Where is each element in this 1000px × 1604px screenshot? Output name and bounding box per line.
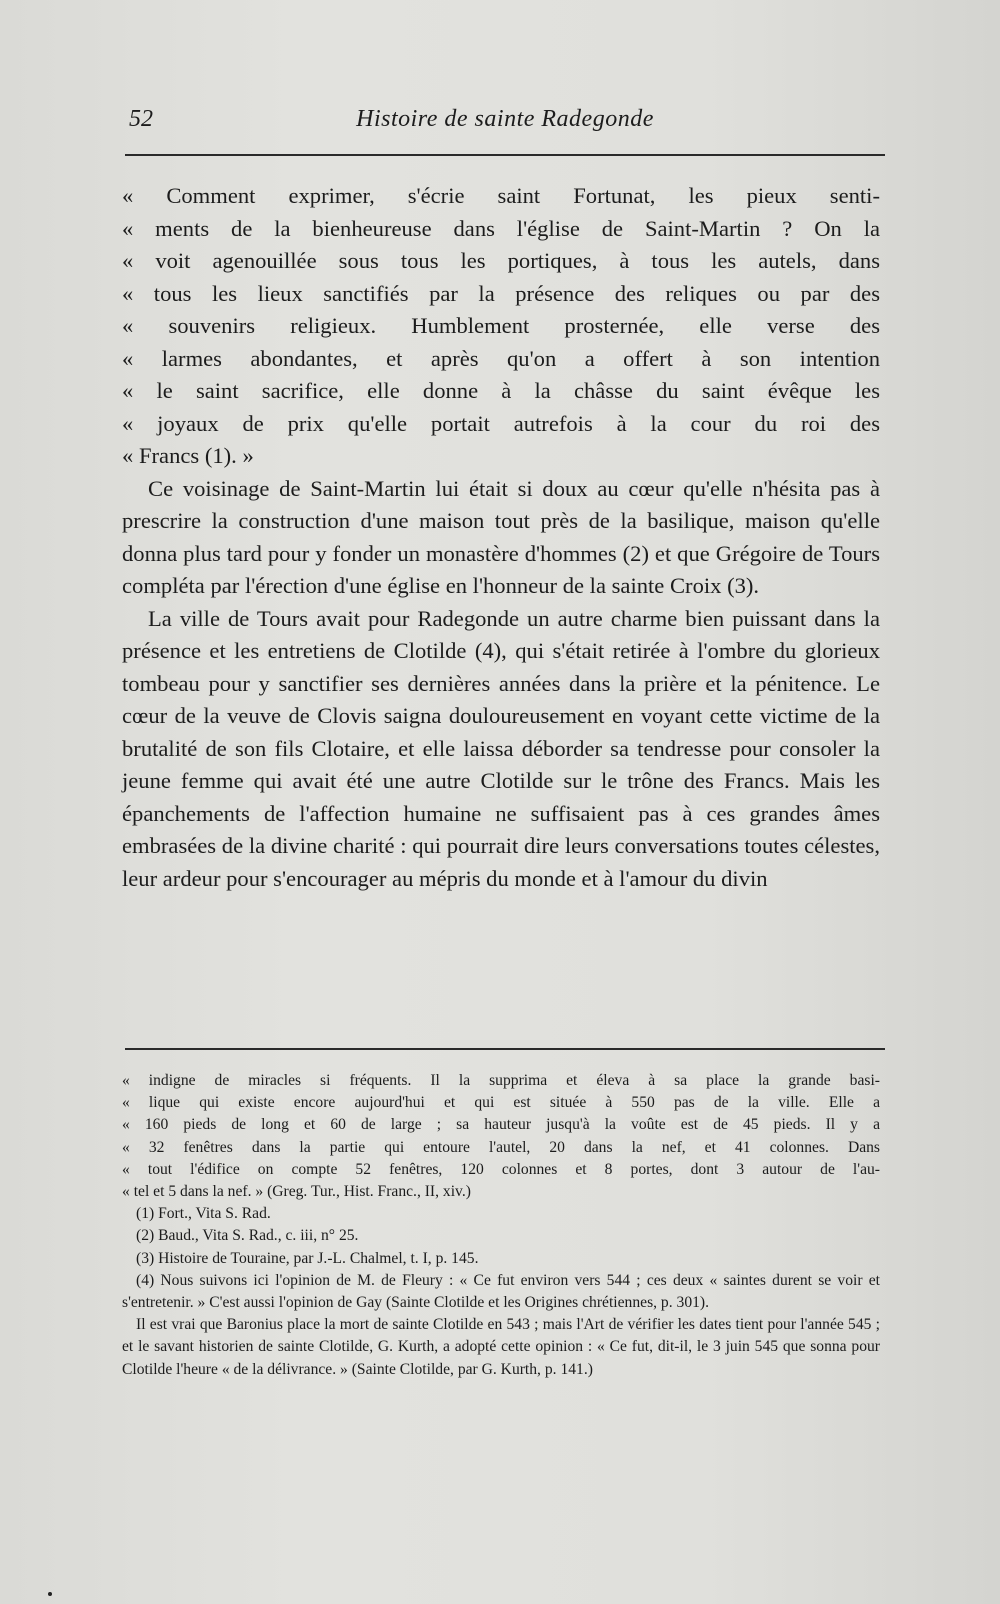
page-header (125, 106, 885, 150)
quote-line: « voit agenouillée sous tous les portiques, à tous les autels, dans (122, 248, 880, 273)
quote-line: « souvenirs religieux. Humblement prosternée, elle verse des (122, 313, 880, 338)
quote-line: « Francs (1). » (122, 443, 254, 468)
paragraph: Ce voisinage de Saint-Martin lui était si doux au cœur qu'elle n'hésita pas à prescrire la construction d'une maison tout près de la basilique, maison qu'elle donna plus tard pour y fonder un monastère d'hommes (2) et que Grégoire de Tours compléta par l'érection d'une église en l'honneur de la sainte Croix (3). (122, 475, 880, 598)
footnote-continued-line: « 32 fenêtres dans la partie qui entoure l'autel, 20 dans la nef, et 41 colonnes. Dans (122, 1138, 880, 1156)
page-number: 52 (129, 106, 153, 132)
quote-line: « tous les lieux sanctifiés par la présence des reliques ou par des (122, 280, 880, 306)
footnote-continued-line: « indigne de miracles si fréquents. Il la supprima et éleva à sa place la grande basi- (122, 1072, 880, 1089)
footnote-continued-line: « tel et 5 dans la nef. » (Greg. Tur., Hist. Franc., II, xiv.) (122, 1183, 471, 1201)
header-rule (125, 154, 885, 156)
footnote-4-continued: Il est vrai que Baronius place la mort de sainte Clotilde en 543 ; mais l'Art de vérifier les dates tient pour l'année 545 ; et le savant historien de sainte Clotilde, G. Kurth, a adopté cette opinion : « Ce fut, dit-il, le 3 juin 545 que sonna pour Clotilde l'heure « de la délivrance. » (Sainte Clotilde, par G. Kurth, p. 141.) (122, 1316, 880, 1378)
footnote-rule (125, 1048, 885, 1050)
running-title: Histoire de sainte Radegonde (356, 106, 654, 132)
footnote-continued-line: « tout l'édifice on compte 52 fenêtres, 120 colonnes et 8 portes, dont 3 autour de l'au- (122, 1160, 880, 1178)
footnote-4: (4) Nous suivons ici l'opinion de M. de Fleury : « Ce fut environ vers 544 ; ces deux « saintes durent se voir et s'entretenir. » C'est aussi l'opinion de Gay (Sainte Clotilde et les Origines chrétiennes, p. 301). (122, 1271, 880, 1312)
footnote-continued-line: « lique qui existe encore aujourd'hui et qui est située à 550 pas de la ville. Elle a (122, 1094, 880, 1112)
quote-line: « le saint sacrifice, elle donne à la châsse du saint évêque les (122, 378, 880, 403)
footnotes (122, 1070, 880, 1381)
quote-line: « ments de la bienheureuse dans l'église de Saint-Martin ? On la (122, 215, 880, 241)
quote-line: « Comment exprimer, s'écrie saint Fortunat, les pieux senti- (122, 183, 880, 208)
footnote-2: (2) Baud., Vita S. Rad., c. iii, n° 25. (136, 1227, 359, 1245)
paragraph: La ville de Tours avait pour Radegonde un autre charme bien puissant dans la présence et les entretiens de Clotilde (4), qui s'était retirée à l'ombre du glorieux tombeau pour y sanctifier ses dernières années dans la prière et la pénitence. Le cœur de la veuve de Clovis saigna douloureusement en voyant cette victime de la brutalité de son fils Clotaire, et elle laissa déborder sa tendresse pour consoler la jeune femme qui avait été une autre Clotilde sur le trône des Francs. Mais les épanchements de l'affection humaine ne suffisaient pas à ces grandes âmes embrasées de la divine charité : qui pourrait dire leurs conversations toutes célestes, leur ardeur pour s'encourager au mépris du monde et à l'amour du divin (122, 605, 880, 891)
main-text (122, 180, 880, 895)
footnote-continued-line: « 160 pieds de long et 60 de large ; sa hauteur jusqu'à la voûte est de 45 pieds. Il y a (122, 1116, 880, 1134)
footnote-3: (3) Histoire de Touraine, par J.-L. Chalmel, t. I, p. 145. (136, 1249, 479, 1267)
scan-speck (48, 1592, 52, 1596)
quote-line: « joyaux de prix qu'elle portait autrefois à la cour du roi des (122, 410, 880, 436)
quote-line: « larmes abondantes, et après qu'on a offert à son intention (122, 345, 880, 371)
footnote-1: (1) Fort., Vita S. Rad. (136, 1205, 271, 1223)
quotation-block (122, 180, 880, 473)
